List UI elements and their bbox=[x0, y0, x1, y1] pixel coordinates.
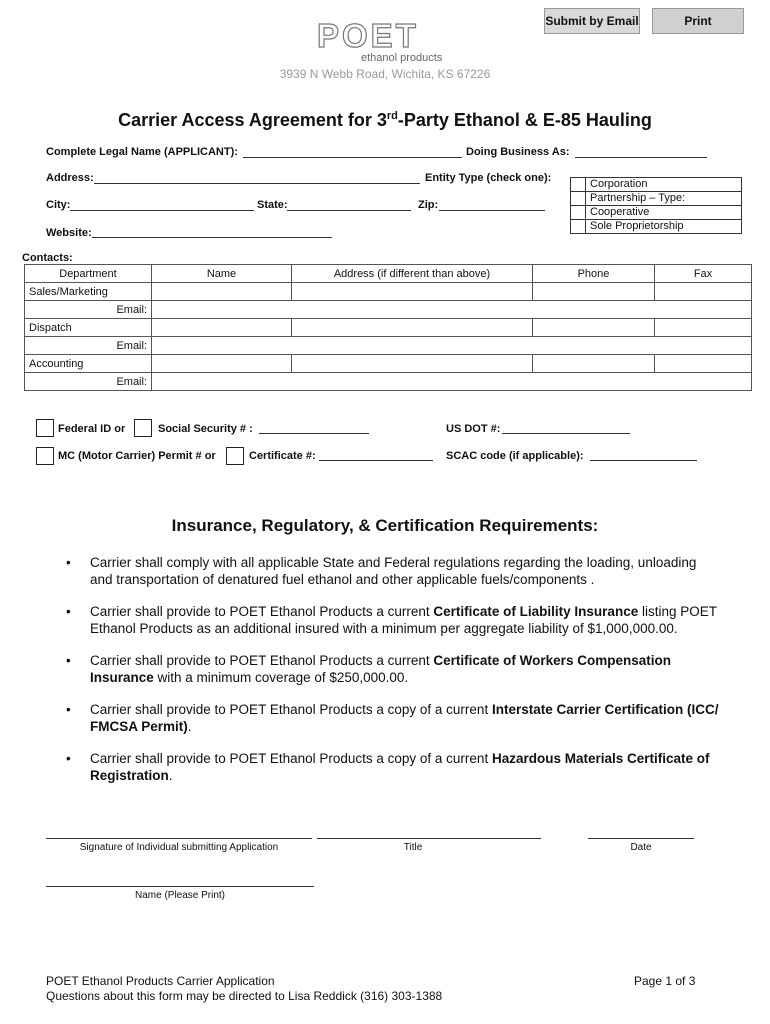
logo-subtitle: ethanol products bbox=[361, 52, 443, 64]
sole-proprietorship-checkbox[interactable] bbox=[571, 220, 586, 234]
scac-label: SCAC code (if applicable): bbox=[446, 450, 584, 462]
website-label: Website: bbox=[46, 227, 92, 239]
footer-title: POET Ethanol Products Carrier Application bbox=[46, 974, 275, 988]
column-header: Phone bbox=[533, 265, 655, 283]
certificate-field[interactable] bbox=[319, 460, 433, 461]
zip-label: Zip: bbox=[418, 199, 439, 211]
name-cell[interactable] bbox=[152, 319, 292, 337]
page-title: Carrier Access Agreement for 3rd-Party Ethanol & E-85 Hauling bbox=[118, 110, 652, 130]
title-label: Title bbox=[403, 842, 423, 853]
federal-id-label: Federal ID or bbox=[58, 423, 126, 435]
entity-option: Sole Proprietorship bbox=[586, 220, 742, 234]
address-label: Address: bbox=[46, 172, 94, 184]
title-field[interactable] bbox=[317, 838, 541, 839]
phone-cell[interactable] bbox=[533, 355, 655, 373]
logo-text: POET bbox=[317, 18, 419, 52]
certificate-label: Certificate #: bbox=[249, 450, 316, 462]
zip-field[interactable] bbox=[439, 210, 545, 211]
print-name-field[interactable] bbox=[46, 886, 314, 887]
mc-permit-label: MC (Motor Carrier) Permit # or bbox=[58, 450, 216, 462]
address-cell[interactable] bbox=[292, 319, 533, 337]
list-item: • Carrier shall provide to POET Ethanol Products a copy of a current Hazardous Materials Certificate of Registration. bbox=[66, 751, 710, 783]
fax-cell[interactable] bbox=[655, 283, 752, 301]
state-field[interactable] bbox=[287, 210, 411, 211]
column-header: Department bbox=[25, 265, 152, 283]
fax-cell[interactable] bbox=[655, 319, 752, 337]
state-label: State: bbox=[257, 199, 288, 211]
entity-option: Partnership – Type: bbox=[586, 192, 742, 206]
list-item: • Carrier shall provide to POET Ethanol Products a current Certificate of Workers Compensation Insurance with a minimum coverage of $250,000.00. bbox=[66, 653, 671, 685]
legal-name-label: Complete Legal Name (APPLICANT): bbox=[46, 146, 238, 158]
fax-cell[interactable] bbox=[655, 355, 752, 373]
address-cell[interactable] bbox=[292, 283, 533, 301]
us-dot-field[interactable] bbox=[502, 433, 630, 434]
list-item: • Carrier shall comply with all applicable State and Federal regulations regarding the loading, unloading and transportation of denatured fuel ethanol and other applicable fuels/components . bbox=[66, 555, 697, 587]
city-label: City: bbox=[46, 199, 71, 211]
footer-contact: Questions about this form may be directed to Lisa Reddick (316) 303-1388 bbox=[46, 989, 443, 1003]
ssn-field[interactable] bbox=[259, 433, 369, 434]
mc-permit-checkbox[interactable] bbox=[36, 447, 54, 465]
signature-label: Signature of Individual submitting Application bbox=[79, 842, 279, 853]
ssn-label: Social Security # : bbox=[158, 423, 253, 435]
phone-cell[interactable] bbox=[533, 319, 655, 337]
certificate-checkbox[interactable] bbox=[226, 447, 244, 465]
ssn-checkbox[interactable] bbox=[134, 419, 152, 437]
signature-field[interactable] bbox=[46, 838, 312, 839]
column-header: Address (if different than above) bbox=[292, 265, 533, 283]
list-item: • Carrier shall provide to POET Ethanol Products a current Certificate of Liability Insurance listing POET Ethanol Products as an additional insured with a minimum per aggregate liability of $1,000,000.00. bbox=[66, 604, 717, 636]
email-label: Email: bbox=[25, 337, 152, 355]
date-label: Date bbox=[630, 842, 652, 853]
entity-type-label: Entity Type (check one): bbox=[425, 172, 552, 184]
department-cell: Sales/Marketing bbox=[25, 283, 152, 301]
requirements-list bbox=[60, 554, 720, 799]
address-field[interactable] bbox=[94, 183, 420, 184]
name-cell[interactable] bbox=[152, 283, 292, 301]
entity-type-options bbox=[570, 177, 742, 234]
column-header: Fax bbox=[655, 265, 752, 283]
phone-cell[interactable] bbox=[533, 283, 655, 301]
print-button[interactable]: Print bbox=[652, 8, 744, 34]
submit-by-email-button[interactable]: Submit by Email bbox=[544, 8, 640, 34]
date-field[interactable] bbox=[588, 838, 694, 839]
print-name-label: Name (Please Print) bbox=[134, 890, 226, 901]
list-item: • Carrier shall provide to POET Ethanol Products a copy of a current Interstate Carrier Certification (ICC/ FMCSA Permit). bbox=[66, 702, 719, 734]
us-dot-label: US DOT #: bbox=[446, 423, 501, 435]
federal-id-checkbox[interactable] bbox=[36, 419, 54, 437]
email-label: Email: bbox=[25, 301, 152, 319]
company-address: 3939 N Webb Road, Wichita, KS 67226 bbox=[279, 67, 491, 81]
entity-option: Corporation bbox=[586, 178, 742, 192]
email-cell[interactable] bbox=[152, 373, 752, 391]
city-field[interactable] bbox=[70, 210, 254, 211]
poet-logo bbox=[315, 18, 455, 52]
entity-option: Cooperative bbox=[586, 206, 742, 220]
email-cell[interactable] bbox=[152, 337, 752, 355]
column-header: Name bbox=[152, 265, 292, 283]
address-cell[interactable] bbox=[292, 355, 533, 373]
cooperative-checkbox[interactable] bbox=[571, 206, 586, 220]
department-cell: Accounting bbox=[25, 355, 152, 373]
corporation-checkbox[interactable] bbox=[571, 178, 586, 192]
contacts-table bbox=[24, 264, 752, 391]
requirements-heading: Insurance, Regulatory, & Certification Requirements: bbox=[171, 516, 599, 535]
department-cell: Dispatch bbox=[25, 319, 152, 337]
contacts-label: Contacts: bbox=[22, 252, 73, 264]
dba-label: Doing Business As: bbox=[466, 146, 570, 158]
dba-field[interactable] bbox=[575, 157, 707, 158]
website-field[interactable] bbox=[92, 237, 332, 238]
email-label: Email: bbox=[25, 373, 152, 391]
email-cell[interactable] bbox=[152, 301, 752, 319]
partnership-checkbox[interactable] bbox=[571, 192, 586, 206]
name-cell[interactable] bbox=[152, 355, 292, 373]
scac-field[interactable] bbox=[590, 460, 697, 461]
page-number: Page 1 of 3 bbox=[634, 974, 696, 988]
legal-name-field[interactable] bbox=[243, 157, 462, 158]
